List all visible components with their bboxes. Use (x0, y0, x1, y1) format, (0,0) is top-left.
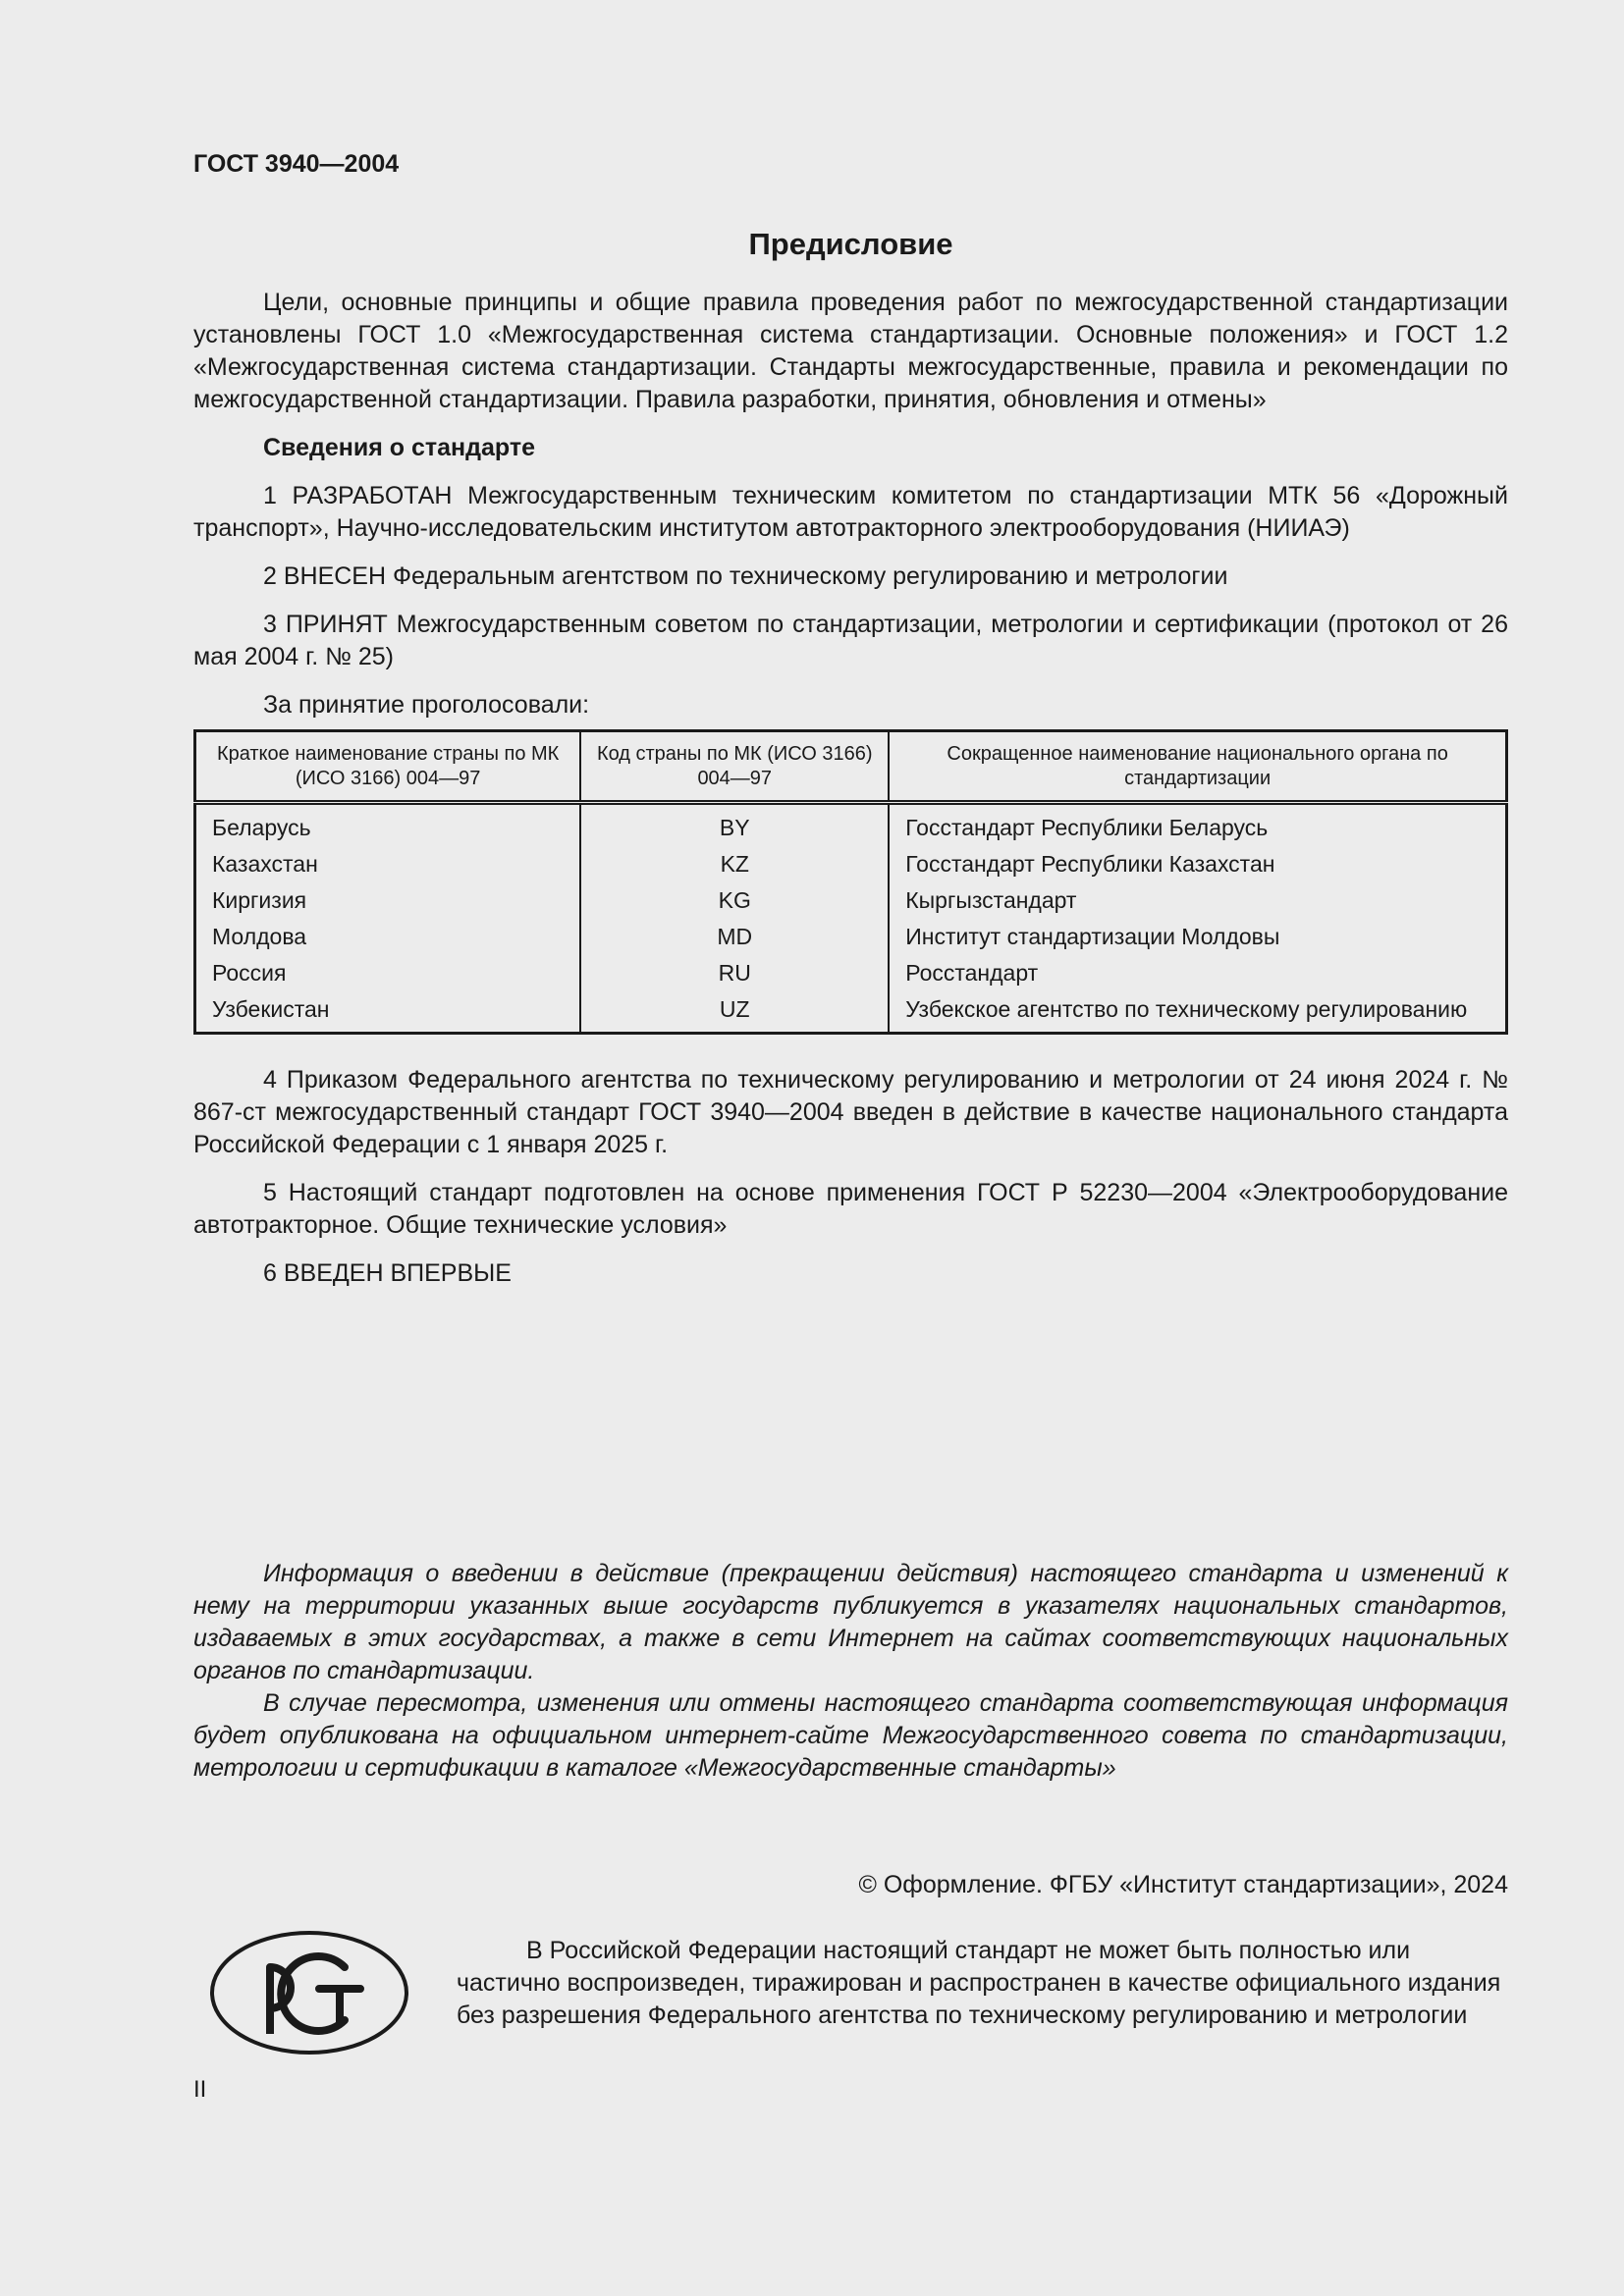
page-number: II (193, 2076, 207, 2103)
cell-code: MD (580, 919, 889, 955)
column-header-country: Краткое наименование страны по МК (ИСО 3166) 004—97 (195, 731, 581, 803)
cell-body: Институт стандартизации Молдовы (889, 919, 1506, 955)
item-adopted: 3 ПРИНЯТ Межгосударственным советом по стандартизации, метрологии и сертификации (протокол от 26 мая 2004 г. № 25) (193, 611, 1508, 670)
cell-country: Молдова (212, 924, 307, 949)
item-submitted: 2 ВНЕСЕН Федеральным агентством по техническому регулированию и метрологии (263, 562, 1228, 590)
column-header-code: Код страны по МК (ИСО 3166) 004—97 (580, 731, 889, 803)
voted-label: За принятие проголосовали: (263, 691, 590, 719)
cell-code: KZ (580, 846, 889, 882)
item-based-on: 5 Настоящий стандарт подготовлен на основе применения ГОСТ Р 52230—2004 «Электрооборудование автотракторное. Общие технические условия» (193, 1179, 1508, 1239)
item-developed: 1 РАЗРАБОТАН Межгосударственным техническим комитетом по стандартизации МТК 56 «Дорожный транспорт», Научно-исследовательским институтом автотракторного электрооборудования (НИИАЭ) (193, 482, 1508, 542)
table-header-row (195, 731, 1507, 803)
cell-code: KG (580, 882, 889, 919)
cell-country: Узбекистан (212, 996, 330, 1022)
voting-states-table (193, 729, 1508, 1035)
cell-body: Росстандарт (889, 955, 1506, 991)
copyright-line: © Оформление. ФГБУ «Институт стандартизации», 2024 (858, 1871, 1508, 1898)
table-row (195, 919, 1507, 955)
cell-body: Госстандарт Республики Беларусь (889, 803, 1506, 847)
preface-body (193, 287, 1508, 1306)
publication-info-block (193, 1558, 1508, 1785)
document-id: ГОСТ 3940—2004 (193, 150, 400, 178)
pct-certification-mark-icon (209, 1930, 409, 2056)
item-introduced: 6 ВВЕДЕН ВПЕРВЫЕ (263, 1259, 512, 1287)
page-title: Предисловие (748, 227, 953, 261)
cell-code: UZ (580, 991, 889, 1034)
cell-code: BY (580, 803, 889, 847)
cell-country: Киргизия (212, 887, 307, 913)
notice-text: В Российской Федерации настоящий стандарт не может быть полностью или частично воспроизведен, тиражирован и распространен в качестве официального издания без разрешения Федерального агентства по техническому регулированию и метрологии (457, 1937, 1501, 2029)
info-paragraph-publication: Информация о введении в действие (прекращении действия) настоящего стандарта и изменений к нему на территории указанных выше государств публикуется в указателях национальных стандартов, издаваемых в этих государствах, а также в сети Интернет на сайтах соответствующих национальных органов по стандартизации. (193, 1560, 1508, 1684)
cell-body: Госстандарт Республики Казахстан (889, 846, 1506, 882)
table-row (195, 846, 1507, 882)
cell-code: RU (580, 955, 889, 991)
cell-country: Казахстан (212, 851, 318, 877)
column-header-body: Сокращенное наименование национального органа по стандартизации (889, 731, 1506, 803)
cell-country: Россия (212, 960, 287, 986)
cell-country: Беларусь (212, 815, 311, 840)
info-heading: Сведения о стандарте (263, 434, 536, 461)
cell-body: Кыргызстандарт (889, 882, 1506, 919)
intro-paragraph: Цели, основные принципы и общие правила проведения работ по межгосударственной стандартизации установлены ГОСТ 1.0 «Межгосударственная система стандартизации. Основные положения» и ГОСТ 1.2 «Межгосударственная система стандартизации. Стандарты межгосударственные, правила и рекомендации по межгосударственной стандартизации. Правила разработки, принятия, обновления и отмены» (193, 289, 1508, 413)
table-row (195, 803, 1507, 847)
item-enacted: 4 Приказом Федерального агентства по техническому регулированию и метрологии от 24 июня 2024 г. № 867-ст межгосударственный стандарт ГОСТ 3940—2004 введен в действие в качестве национального стандарта Российской Федерации с 1 января 2025 г. (193, 1066, 1508, 1158)
table-row (195, 991, 1507, 1034)
info-paragraph-revision: В случае пересмотра, изменения или отмены настоящего стандарта соответствующая информация будет опубликована на официальном интернет-сайте Межгосударственного совета по стандартизации, метрологии и сертификации в каталоге «Межгосударственные стандарты» (193, 1689, 1508, 1782)
table-row (195, 955, 1507, 991)
reproduction-notice (457, 1935, 1508, 2032)
cell-body: Узбекское агентство по техническому регулированию (889, 991, 1506, 1034)
table-row (195, 882, 1507, 919)
